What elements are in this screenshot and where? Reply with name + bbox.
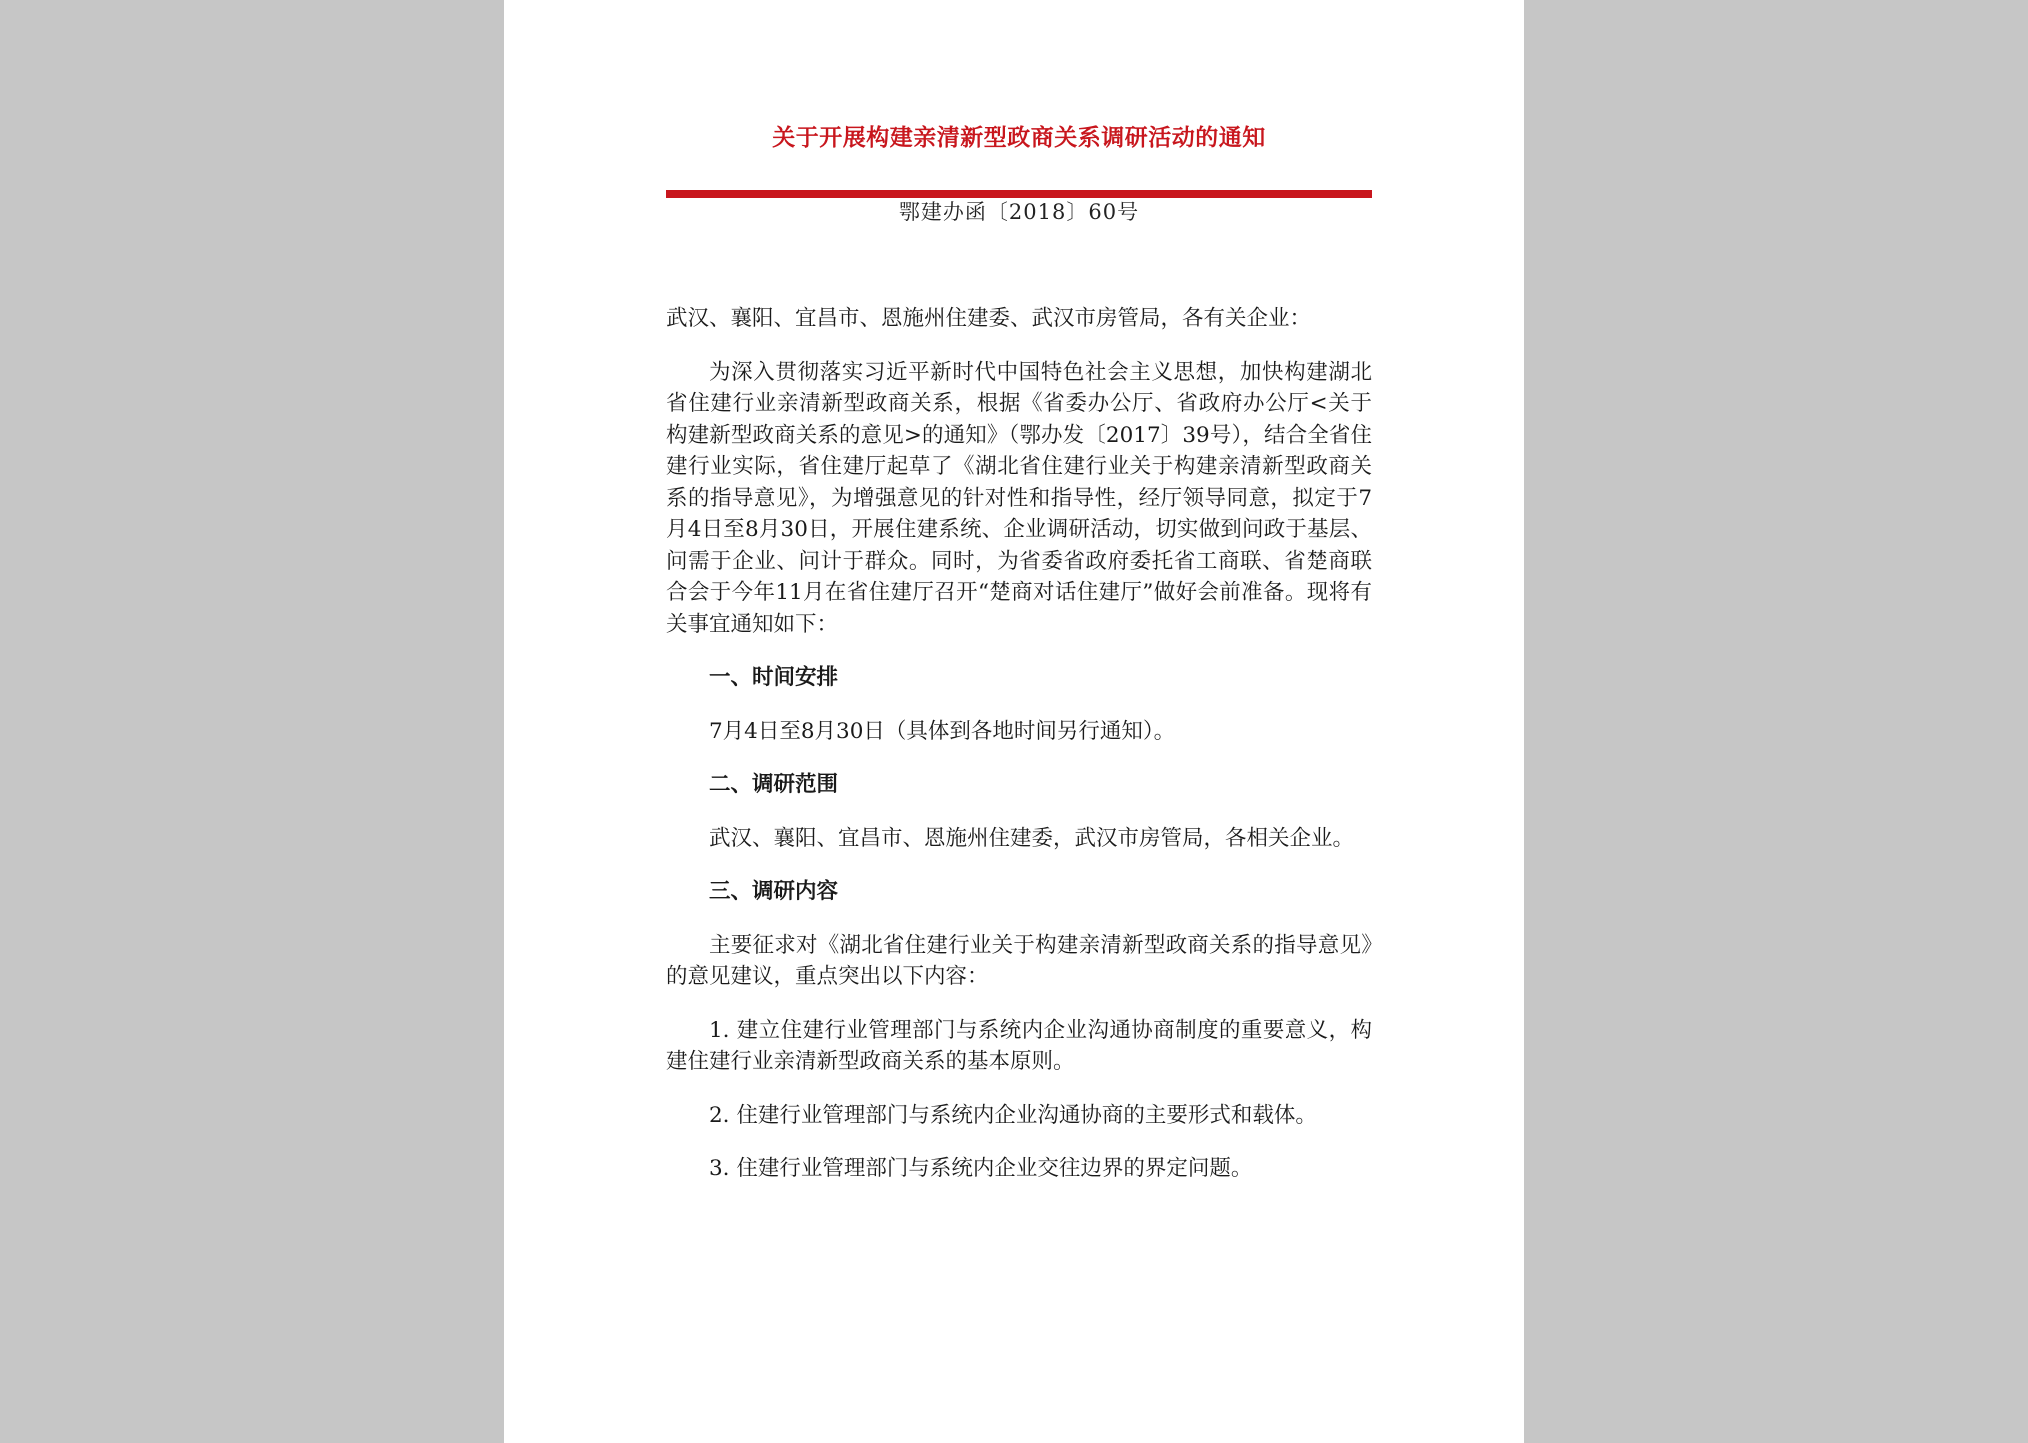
section-text-content: 主要征求对《湖北省住建行业关于构建亲清新型政商关系的指导意见》的意见建议，重点突出以下内容： xyxy=(666,932,1372,989)
section-text-time: 7月4日至8月30日（具体到各地时间另行通知）。 xyxy=(709,718,1176,744)
document-page xyxy=(504,0,1524,1443)
document-title: 关于开展构建亲清新型政商关系调研活动的通知 xyxy=(772,124,1266,151)
content-item-1: 1. 建立住建行业管理部门与系统内企业沟通协商制度的重要意义，构建住建行业亲清新型政商关系的基本原则。 xyxy=(666,1017,1372,1074)
content-item-2: 2. 住建行业管理部门与系统内企业沟通协商的主要形式和载体。 xyxy=(709,1102,1317,1128)
intro-paragraph: 为深入贯彻落实习近平新时代中国特色社会主义思想，加快构建湖北省住建行业亲清新型政商关系，根据《省委办公厅、省政府办公厅<关于构建新型政商关系的意见>的通知》（鄂办发〔2017〕39号），结合全省住建行业实际，省住建厅起草了《湖北省住建行业关于构建亲清新型政商关系的指导意见》，为增强意见的针对性和指导性，经厅领导同意，拟定于7月4日至8月30日，开展住建系统、企业调研活动，切实做到问政于基层、问需于企业、问计于群众。同时，为省委省政府委托省工商联、省楚商联合会于今年11月在省住建厅召开“楚商对话住建厅”做好会前准备。现将有关事宜通知如下： xyxy=(666,359,1372,637)
addressee-paragraph: 武汉、襄阳、宜昌市、恩施州住建委、武汉市房管局，各有关企业： xyxy=(666,306,1312,331)
document-body xyxy=(666,303,1372,1207)
section-heading-scope: 二、调研范围 xyxy=(709,772,839,797)
section-text-scope: 武汉、襄阳、宜昌市、恩施州住建委，武汉市房管局，各相关企业。 xyxy=(709,825,1355,851)
content-item-3: 3. 住建行业管理部门与系统内企业交往边界的界定问题。 xyxy=(709,1156,1253,1181)
section-heading-content: 三、调研内容 xyxy=(709,879,839,904)
section-heading-time: 一、时间安排 xyxy=(709,665,839,690)
document-number: 鄂建办函〔2018〕60号 xyxy=(898,200,1140,224)
